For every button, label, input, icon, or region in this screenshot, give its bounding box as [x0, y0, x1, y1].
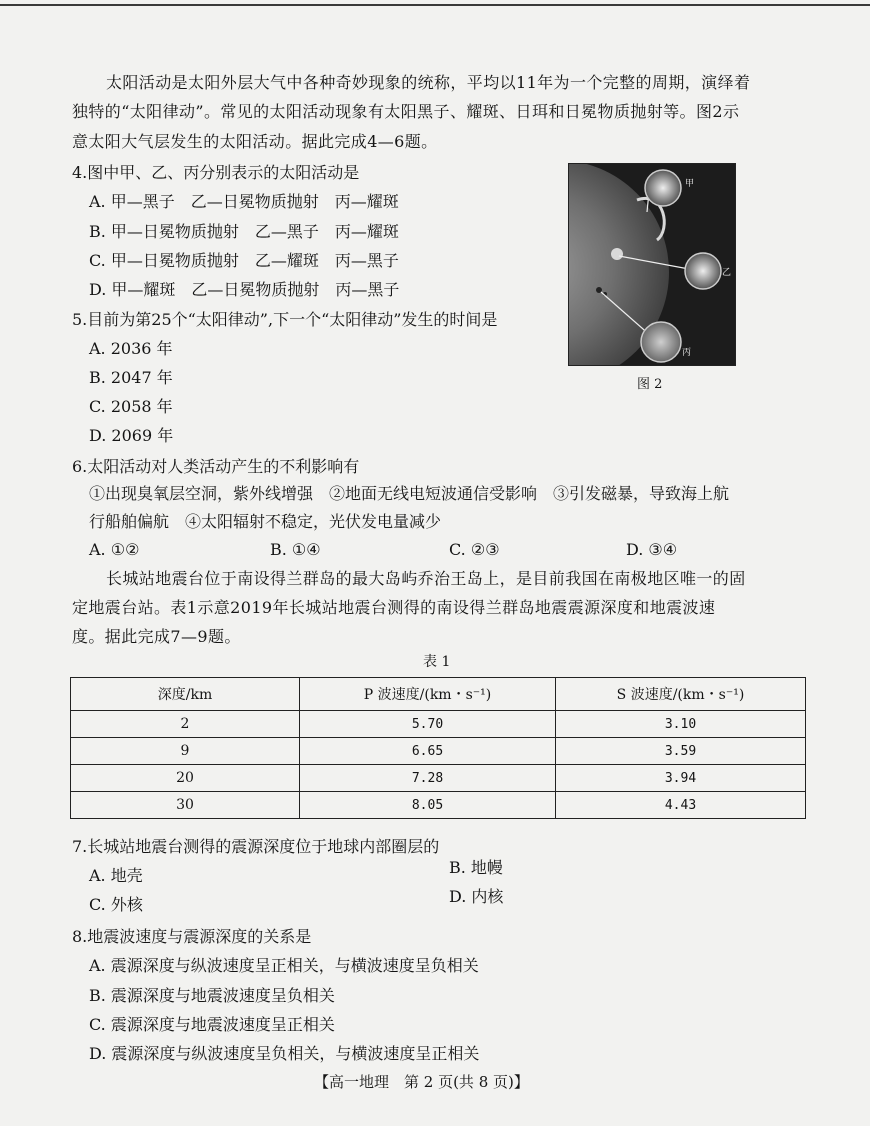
label-jia: 甲 — [685, 179, 695, 189]
q7-option-c: C. 外核 — [89, 895, 143, 914]
table-row — [71, 792, 806, 819]
q8-stem: 8.地震波速度与震源深度的关系是 — [72, 927, 312, 946]
cell-depth: 9 — [71, 738, 300, 765]
flare-bright-spot — [611, 248, 623, 260]
top-border-line — [0, 4, 870, 6]
q5-option-a: A. 2036 年 — [89, 339, 173, 358]
header-depth: 深度/km — [71, 678, 300, 711]
q7-stem: 7.长城站地震台测得的震源深度位于地球内部圈层的 — [72, 837, 440, 856]
q5-option-c: C. 2058 年 — [89, 397, 173, 416]
q8-option-d: D. 震源深度与纵波速度呈负相关，与横波速度呈正相关 — [89, 1044, 480, 1063]
table-row — [71, 711, 806, 738]
q8-option-c: C. 震源深度与地震波速度呈正相关 — [89, 1015, 335, 1034]
table-row — [71, 738, 806, 765]
q8-option-b: B. 震源深度与地震波速度呈负相关 — [89, 986, 335, 1005]
table-caption: 表 1 — [423, 654, 451, 670]
q4-option-b: B. 甲—日冕物质抛射 乙—黑子 丙—耀斑 — [89, 222, 399, 241]
cell-s-wave: 3.59 — [556, 738, 806, 765]
cell-p-wave: 6.65 — [300, 738, 556, 765]
intro2-line-3: 度。据此完成7—9题。 — [72, 627, 241, 646]
page-footer: 【高一地理 第 2 页(共 8 页)】 — [314, 1073, 529, 1091]
q6-option-b: B. ①④ — [270, 540, 321, 559]
q4-stem: 4.图中甲、乙、丙分别表示的太阳活动是 — [72, 163, 360, 182]
inset-bing — [641, 322, 681, 362]
intro1-line-2: 独特的“太阳律动”。常见的太阳活动现象有太阳黑子、耀斑、日珥和日冕物质抛射等。图2示 — [72, 102, 740, 121]
intro1-line-3: 意太阳大气层发生的太阳活动。据此完成4—6题。 — [72, 132, 438, 151]
figure-caption: 图 2 — [637, 377, 663, 392]
intro1-line-1: 太阳活动是太阳外层大气中各种奇妙现象的统称，平均以11年为一个完整的周期，演绎着 — [106, 73, 751, 92]
cell-s-wave: 4.43 — [556, 792, 806, 819]
intro2-line-1: 长城站地震台位于南设得兰群岛的最大岛屿乔治王岛上，是目前我国在南极地区唯一的固 — [106, 569, 746, 588]
q5-stem: 5.目前为第25个“太阳律动”,下一个“太阳律动”发生的时间是 — [72, 310, 498, 329]
q6-statement-line-1: ①出现臭氧层空洞，紫外线增强 ②地面无线电短波通信受影响 ③引发磁暴，导致海上航 — [89, 484, 730, 503]
table-row — [71, 765, 806, 792]
sun-illustration — [569, 164, 735, 365]
cell-depth: 20 — [71, 765, 300, 792]
q7-option-b: B. 地幔 — [449, 858, 503, 877]
table-header-row — [71, 678, 806, 711]
q4-option-c: C. 甲—日冕物质抛射 乙—耀斑 丙—黑子 — [89, 251, 399, 270]
inset-yi — [685, 253, 721, 289]
header-s-wave: S 波速度/(km・s⁻¹) — [556, 678, 806, 711]
cell-p-wave: 5.70 — [300, 711, 556, 738]
cell-s-wave: 3.10 — [556, 711, 806, 738]
q8-option-a: A. 震源深度与纵波速度呈正相关，与横波速度呈负相关 — [89, 956, 479, 975]
cell-s-wave: 3.94 — [556, 765, 806, 792]
q6-option-a: A. ①② — [89, 540, 140, 559]
header-p-wave: P 波速度/(km・s⁻¹) — [300, 678, 556, 711]
q6-statement-line-2: 行船舶偏航 ④太阳辐射不稳定，光伏发电量减少 — [89, 512, 442, 531]
q4-option-a: A. 甲—黑子 乙—日冕物质抛射 丙—耀斑 — [89, 192, 399, 211]
q7-option-a: A. 地壳 — [89, 866, 143, 885]
q6-stem: 6.太阳活动对人类活动产生的不利影响有 — [72, 457, 360, 476]
figure-2-solar-activity — [568, 163, 736, 366]
cell-p-wave: 7.28 — [300, 765, 556, 792]
inset-jia — [645, 170, 681, 206]
q6-option-d: D. ③④ — [626, 540, 678, 559]
q5-option-b: B. 2047 年 — [89, 368, 173, 387]
q6-option-c: C. ②③ — [449, 540, 500, 559]
q4-option-d: D. 甲—耀斑 乙—日冕物质抛射 丙—黑子 — [89, 280, 400, 299]
seismic-table — [70, 677, 806, 819]
q7-option-d: D. 内核 — [449, 887, 504, 906]
cell-depth: 2 — [71, 711, 300, 738]
label-yi: 乙 — [722, 268, 732, 278]
q5-option-d: D. 2069 年 — [89, 426, 174, 445]
label-bing: 丙 — [682, 348, 692, 358]
cell-p-wave: 8.05 — [300, 792, 556, 819]
intro2-line-2: 定地震台站。表1示意2019年长城站地震台测得的南设得兰群岛地震震源深度和地震波速 — [72, 598, 716, 617]
cell-depth: 30 — [71, 792, 300, 819]
